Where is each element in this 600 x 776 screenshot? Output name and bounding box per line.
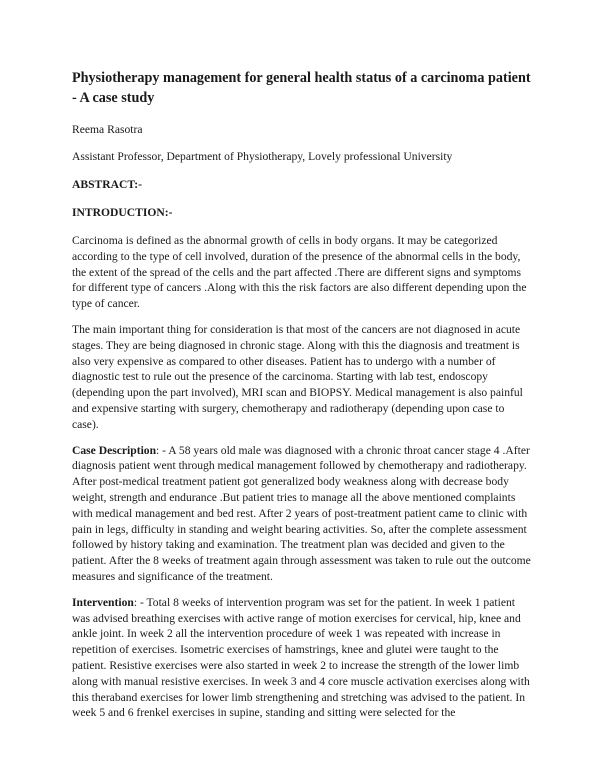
document-title: Physiotherapy management for general health status of a carcinoma patient - A case study <box>72 70 531 106</box>
case-description-text: : - A 58 years old male was diagnosed with a chronic throat cancer stage 4 .After diagnosis patient went through medical management followed by chemotherapy and radiotherapy. After post-medical treatment patient got generalized body weakness along with decrease body weight, strength and endurance .But patient tries to manage all the above mentioned complaints with medical management and bed rest. After 2 years of post-treatment patient came to clinic with pain in legs, difficulty in standing and weight bearing activities. So, after the complete assessment followed by history taking and examination. The treatment plan was decided and given to the patient. After the 8 weeks of treatment again through assessment was taken to rule out the outcome measures and significance of the treatment. <box>72 443 531 583</box>
author-name: Reema Rasotra <box>72 123 143 136</box>
intervention-paragraph <box>72 595 532 721</box>
intro-paragraph-1: Carcinoma is defined as the abnormal growth of cells in body organs. It may be categorized according to the type of cell involved, duration of the presence of the abnormal cells in the body, the extent of the spread of the cells and the part affected .There are different signs and symptoms for different type of cancers .Along with this the risk factors are also different depending upon the type of cancer. <box>72 234 527 311</box>
intervention-label: Intervention <box>72 595 134 609</box>
intervention-text: : - Total 8 weeks of intervention program was set for the patient. In week 1 patient was advised breathing exercises with active range of motion exercises for cervical, hip, knee and ankle joint. In week 2 all the intervention procedure of week 1 was repeated with increase in repetition of exercises. Isometric exercises of hamstrings, knee and glutei were taught to the patient. Resistive exercises were also started in week 2 to increase the strength of the lower limb along with manual resistive exercises. In week 3 and 4 core muscle activation exercises along with this theraband exercises for lower limb strengthening and stretching was advised to the patient. In week 5 and 6 frenkel exercises in supine, standing and sitting were selected for the <box>72 595 530 720</box>
abstract-heading: ABSTRACT:- <box>72 178 142 191</box>
case-description-label: Case Description <box>72 443 157 457</box>
introduction-heading: INTRODUCTION:- <box>72 206 173 219</box>
intro-paragraph-2: The main important thing for consideration is that most of the cancers are not diagnosed in acute stages. They are being diagnosed in chronic stage. Along with this the diagnosis and treatment is also very expensive as compared to other diseases. Patient has to undergo with a number of diagnostic test to rule out the presence of the carcinoma. Starting with lab test, endoscopy (depending upon the part involved), MRI scan and BIOPSY. Medical management is also painful and expensive starting with surgery, chemotherapy and radiotherapy (depending upon case to case). <box>72 322 523 431</box>
document-page <box>72 68 532 731</box>
case-description-paragraph <box>72 443 532 585</box>
author-affiliation: Assistant Professor, Department of Physiotherapy, Lovely professional University <box>72 150 453 163</box>
